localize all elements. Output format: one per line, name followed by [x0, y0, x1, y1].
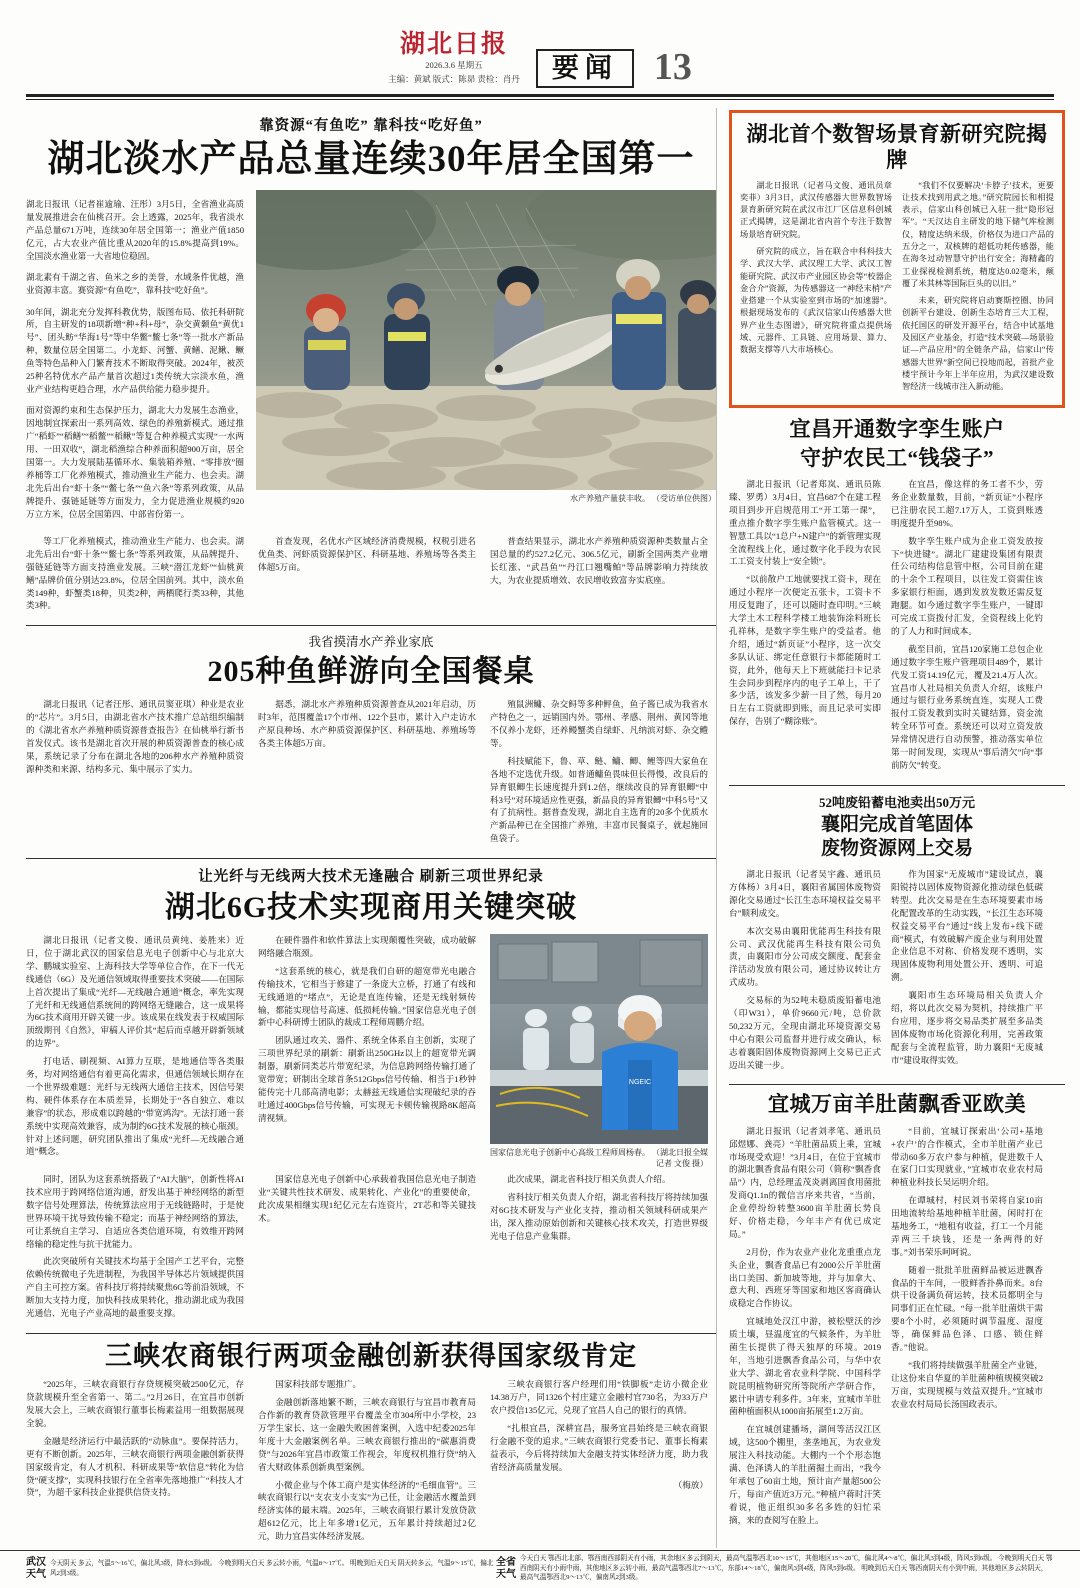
sixg-col1	[26, 934, 244, 1169]
paragraph: 此次成果，湖北省科技厅相关负责人介绍。	[507, 1174, 671, 1185]
paragraph: 2月份，作为农业产业化龙重重点龙头企业，飘香食品已有2000公斤羊肚菌出口美国、新加坡等地，并与加拿大、意大利、西班牙等国家和地区客商确认成稳定合作协议。	[729, 1246, 881, 1309]
paragraph: 随着一批批羊肚菌鲜品被运进飘香食品的干车间，一股鲜香扑鼻而来。8台烘干设备满负荷运转，技术员都明全与同事们正在忙碌。“每一批羊肚菌烘干需要8个小时，必须随时调节温度、湿度等，确保鲜品色泽、口感、锁住鲜香。”他说。	[891, 1264, 1043, 1353]
paragraph: 30年间，湖北充分发挥科教优势，版图布局、依托科研院所，自主研发的18项新增“种+科+母”，杂交黄颡鱼“黄优1号”、团头鲂“华海1号”等中华鳖“鳖七条”等一批水产新品种，数量位居全国第二。小龙虾、河蟹、黄鳝、泥鳅、鳜鱼等特色品种入门繁育技术不断取得突破。2024年，被茨25种名特优水产品产量首次超过1类传统大宗淡水鱼，渔业产业结构更趋合理，水产品供给能力稳步提升。	[26, 306, 244, 394]
boxed-col1	[740, 180, 892, 399]
paragraph: 国家信息光电子创新中心承载着我国信息光电子制造业“关键共性技术研发、成果转化、产业化”的重要使命，此次成果相继实现1纪亿元左右连资片，2T芯和等关键技术。	[258, 1174, 476, 1223]
paragraph: “这套系统的核心，就是我们自研的超宽带光电融合传输技术，它相当于修建了一条庞大立桥，打通了有线和无线通道的“堵点”，无论是直连传输，还是无线射频传输，都能实现信号高速、低损耗传输。”国家信息光电子创新中心科研博士团队的裁成工程师周鹏介绍。	[258, 965, 476, 1028]
paragraph: “扎根宜昌，深耕宜昌，服务宜昌始终是三峡农商银行金融不变的追求。”三峡农商银行党委书记、董事长梅素益表示，今后将持续加大金融支持实体经济力度，助力我省经济高质量发展。	[490, 1423, 708, 1472]
paragraph: 数字孪生账户成为企业工资发放按下“快进键”。湖北厂建建设集团有限责任公司结构信息管中枢，公司目前在建的十余个工程项目，以往发工资需住该多家银行柜面，遇到发放发数还需反复跑腿。如今通过数字孪生账户，一键即可完成工资拨付汇发，全资程线上化钓的了人力和时间成本。	[891, 535, 1043, 636]
paragraph: 殖鼠洲鳙、杂交鲟等多种鲆鱼，鱼子酱已成为我省水产特色之一，远销国内外。鄂州、孝感、荆州、黄冈等地不仅养小龙虾，还养鳗蟹类自绿虾、凡纳滨对虾、杂交鳢等。	[490, 699, 708, 749]
sixg-col2	[258, 934, 476, 1169]
paragraph: 本次交易由襄阳优能再生科技有限公司、武汉优能再生科技有限公司负责，由襄阳市分公司成交额度、配套金洋活动发放有限公司，通过协议转让方式成功。	[729, 925, 881, 988]
paragraph: 湖北日报讯（记者崔逾瑜、汪彤）3月5日，全省渔业高质量发展推进会在仙桃召开。会上透露，2025年，我省淡水产品总量671万吨，连续30年居全国第一；渔业产值1850亿元，占大农业产值比重从2020年的15.8%提高到19%。全国淡水渔业第一大省地位稳固。	[26, 199, 244, 261]
masthead-rule-thick	[26, 94, 1054, 97]
battery-col2	[891, 868, 1043, 1076]
mushroom-col1	[729, 1125, 881, 1532]
divider-5	[729, 1084, 1065, 1085]
bank-col1	[26, 1378, 244, 1548]
masthead-rule-thin	[26, 99, 1054, 100]
twin-col1	[729, 478, 881, 777]
species-headline: 205种鱼鲜游向全国餐桌	[207, 655, 535, 689]
paragraph: 三峡农商银行客户经理们用“铁脚板”走访小微企业14.38万户，同1326个村庄建立金融村官730名，为33万户农户授信135亿元，兑现了宜昌人自己的银行的真情。	[490, 1379, 708, 1416]
paragraph: 湖北日报讯（记者郑岚、通讯员陈臻、罗勇）3月4日，宜昌687个在建工程项目到步开启规范用工“开工第一课”，重点推介数字孪生账户监管模式。这一智慧工具以“1总户+N建户”的新管理实现全流程线上化，通过数字化手段为农民工工资支付装上“安全锁”。	[729, 479, 881, 567]
sixg-col3	[490, 934, 708, 1169]
twin-headline-line2: 守护农民工“钱袋子”	[800, 445, 994, 470]
bank-col3	[490, 1378, 708, 1548]
weather-province-text: 今天白天 鄂西北北部、鄂西南西部阴天有小雨，其余地区多云到阴天，最高气温鄂西北10～15℃，其他地区15～20℃，偏北风4～8℃，偏北风3到4级，阵风5到6级。 今晚到明天白天 鄂西南阴天有小雨中雨，其他地区多云转小雨，最高气温鄂西北7～13℃，东部14～18℃，偏南风3到4级，阵风5到6级。 明晚到后天白天 鄂西南阴天有小到中雨，其他地区多云转阴天，最高气温鄂西北9～13℃，偏南风2到3级。	[520, 1555, 1053, 1582]
bank-headline: 三峡农商银行两项金融创新获得国家级肯定	[105, 1340, 637, 1371]
paragraph: “2025年，三峡农商银行存贷规模突破2500亿元，存贷款规模升至全省第一、第二。”2月26日，在宜昌市创新发展大会上，三峡农商银行董事长梅素益用一组数据展现全貌。	[26, 1379, 244, 1428]
paragraph: 金融是经济运行中最活跃的“动脉血”。要保持活力，更有不断创新。2025年，三峡农商银行两项金融创新获得国家级肯定，有人才机积、科研成果等“软信息”转化为信贷“硬支撑”，实现科技银行在全省率先落地推广“科技人才贷”，为超千家科技企业提供信贷支持。	[26, 1435, 244, 1498]
lead-headline: 湖北淡水产品总量连续30年居全国第一	[47, 139, 695, 180]
weather-wuhan	[26, 1554, 496, 1583]
sixg-kicker: 让光纤与无线两大技术无逢融合 刷新三项世界纪录	[198, 869, 544, 886]
paragraph: 在硬件器件和软件算法上实现颠覆性突破，成功破解网络融合瓶颈。	[258, 935, 476, 959]
fish-photo-illustration	[256, 190, 716, 490]
species-col1	[26, 698, 244, 850]
paragraph: 湖北日报讯（记者刘孝笔、通讯员邱煜娜、龚亮）“羊肚菌品质上乘，宜城市场现受欢迎！”3月4日，在位于宜城市的湖北飘香食品有限公司（简称“飘香食品”）内，总经理孟茂炎剥离国食用菌批发商Q1.1n的微信言序来共省，“当前，企业停纷纷转整3600亩羊肚菌长势良好、价格走稳，今年丰产有优已成定局。”	[729, 1125, 881, 1239]
masthead	[26, 10, 1054, 88]
paragraph: 普查结果显示，湖北水产养殖种质资源种类数量占全国总量的约527.2亿元、306.5亿元，刷新全国两类产业增长红涨、“武昌鱼”“丹江口翘嘴鲌”等品牌影响力持续放大，为农业提质增效、农民增收致富夯实底座。	[490, 536, 708, 585]
species-col3	[490, 698, 708, 850]
newspaper-page	[0, 10, 1080, 1588]
paragraph: 在宜城创建播场，湖间等活汉江区域，这500个棚里，垄垄地瓦，为农业发展注入科技动能。大棚内一个个形态饱满、色泽诱人的羊肚菌掘土而出，“我今年承包了60亩土地，预计亩产量超500公斤，每亩产值近3万元。”种植户蒋时汗笑着说，他正组织30多名多姓的妇忙采摘，来的查阅写在脸上。	[729, 1424, 881, 1525]
paragraph: “我们不仅要解决‘卡脖子’技术，更要让技术找到用武之地。”研究院园长和相提表示，信家山科创城已入驻一批“隐形冠军”。“天汉达自主研发的地下储气库检测仪，精度达纳米级，价格仅为进口产品的五分之一，双核牌的超低功耗传感器，能在海冬过动智慧守护出行安全；海精鑫的工业探视检测系统，精度达0.02毫米，颠覆了米其林等国际巨头的以旧。”	[902, 180, 1054, 288]
paragraph: 等工厂化养殖模式，推动渔业生产能力、也会卖。湖北先后出台“虾十条”“鳖七条”等系列政策，从品牌提升、强链延链等方面支持渔业发展。三峡“潜江龙虾”“仙桃黄鳝”品牌价值分别达23.8%，位居全国前列。其中，淡水鱼类149种，虾蟹类18种，贝类2种，两栖爬行类33种，其他类3种。	[26, 536, 244, 611]
divider-1	[26, 625, 716, 626]
paragraph: 交易标的为52吨未稳质废铅蓄电池（印W31），单价9660元/吨，总价款50,232万元，全现由湖北环境资源交易中心有限公司监督并进行成交确认，标志着襄阳固体废物资源网上交易已正式迈出关键一步。	[729, 995, 881, 1070]
masthead-date: 2026.3.6 星期五	[425, 59, 483, 70]
fish-photo-caption: 水产养殖产量获丰收。 （受访单位供图）	[570, 493, 716, 503]
paragraph: “目前，宜城订探索出‘公司+基地+农户’的合作模式，全市羊肚菌产业已带动60多万农户参与种植，促进数千人在家门口实现就业，”宜城市农业农村局种植业科技长吴运明介绍。	[891, 1125, 1043, 1188]
paragraph: 作为国家“无废城市”建设试点，襄阳锐持以固体废物资源化推动绿色低碳转型。此次交易是在生态环境要素市场化配置改革的生动实践，“长江生态环境权益交易平台”通过“线上发布+线下磋商”模式，有效破解产废企业与利用处置企业信息不对称、价格发现不透明，实现固体废物利用处置公开、透明、可追溯。	[891, 869, 1043, 983]
battery-col1	[729, 868, 881, 1076]
paragraph: 宜城地处汉江中游，被松壁沃的沙质土壤，昼温度宜的气候条件，为羊肚菌生长提供了得天独厚的环境。2019年，当地引进飘香食品公司，与华中农业大学、湖北省农业科学院、中国科学院昆明植物研究所等院所产学研合作，累计申请专利多件。3年来，宜城市羊肚菌种植面积从1000亩拓展至1.2万亩。	[729, 1316, 881, 1417]
lead-kicker: 靠资源“有鱼吃” 靠科技“吃好鱼”	[259, 118, 483, 134]
paragraph: 未来，研究院将启动赛斯控圈、协同创新平台建设、创新生态培育三大工程，依托国区的研发开源平台，结合中试基地及园区产业基金，打造“技术突破—场景验证—产品应用”的全链条产品，信家山“传感器大世界”新空间已投地而起，首批产业楼宇预计今年上半年应用，为武汉建设数智经济一线城市注入新动能。	[902, 296, 1054, 392]
lab-photo-caption: 国家信息光电子创新中心高级工程师周杨春。 （湖北日报全媒记者 文俊 摄）	[490, 1148, 708, 1169]
paragraph: 据悉，湖北水产养殖种质资源普查从2021年启动，历时3年，范围覆盖17个市州、122个县市，累计入户走访水产原良种场、水产种质资源保护区、科研基地、养殖场等各类主体超5万亩。	[258, 699, 476, 749]
paragraph: 此次突破所有关键技术均基于全国产工艺平台，完整依赖传统微电子先进制程，为我国半导体芯片领域提供国产自主可控方案。省科技厅将持续聚焦6G等前沿领域，不断加大支持力度，加快科技成果转化，推动湖北成为我国光通信、光电子产业高地的最重要支撑。	[26, 1256, 244, 1319]
weather-wuhan-label: 武汉 天气	[26, 1557, 46, 1580]
masthead-credits: 主编：黄斌 版式：陈昴 责检：肖丹	[388, 74, 520, 85]
sixg-col4	[26, 1173, 244, 1325]
mushroom-headline: 宜城万亩羊肚菌飘香亚欧美	[768, 1092, 1026, 1117]
paragraph: 科技赋能下，鲁、草、鲢、鳙、鲫、鲤等四大家鱼在各地不定选优升级。如普通鳙鱼畏味但长得慢，改良后的异育银鲫生长速度提升到1.2倍，继续改良的异育银鲫“中科3号”对环境适应性更强，新品良的异育银鲫“中科5号”又有了抗病性。据普查发现，湖北自主选育的20多个优质水产新品种已在全国推广养殖，丰富市民餐桌子，就起施回鱼袋子。	[490, 755, 708, 844]
sixg-col6	[490, 1173, 708, 1325]
paragraph: 团队通过攻关、器件、系统全体系自主创新，实现了三项世界纪录的刷新：刷新出250GHz以上的超宽带光调制器，刷新同类芯片带宽纪录，为信息跨网络传输打通了宽带宽；研制出全球首条512Gbps信号传输、相当于1秒钟能传完十几部高清电影；太赫兹无线通信实现破纪录的吞吐通过400Gbps信号传输，可实现无卡顿传输视路8K超高清视频。	[258, 1035, 476, 1123]
section-title: 要闻	[536, 49, 634, 88]
battery-headline-line2: 废物资源网上交易	[820, 838, 973, 860]
twin-headline-line1: 宜昌开通数字孪生账户	[789, 416, 1005, 441]
paragraph: 湖北日报讯（记者汪彤、通讯员窦亚琪）种业是农业的“芯片”。3月5日，由湖北省水产技术推广总站组织编制的《湖北省水产养殖种质资源普查报告》在仙桃举行新书首发仪式。该书是湖北首次开展的种质资源普查的核心成果，系统记录了分布在湖北各地的206种水产养殖种质资源种类和来源、结构多元、集中展示了实力。	[26, 699, 244, 774]
left-column	[26, 108, 716, 1548]
paragraph: 首查发现，名优水产区域经济消费规模，权税引进名优鱼类、河虾质资源保护区、科研基地、养殖场等各类主体超5万亩。	[258, 536, 476, 572]
byline: （梅放）	[673, 1479, 708, 1490]
lead-text-col4	[490, 535, 708, 617]
paragraph: 小微企业与个体工商户是实体经济的“毛细血管”。三峡农商银行以“支农支小支实”为己任，让金融活水覆盖到经济实体的最末端。2025年，三峡农商银行累计发放贷款超612亿元，比上年多增1亿元，五年累计持续超过2亿元，助力宜昌实体经济发展。	[258, 1479, 476, 1542]
paragraph: 截至目前，宜昌120家施工总包企业通过数字孪生账户管理项目489个，累计代发工资14.19亿元，覆及21.4万人次。宜昌市人社局相关负责人介绍，该账户通过与银行业务系统直连，实现人工费报付工资发教到实时关键结算，资金流转全环节可查。系统还可以对立资发放异常情况进行自动预警，推动落实单位第一时间发现，实现从“事后清欠”向“事前防欠”转变。	[891, 643, 1043, 770]
species-sub: 我省摸清水产养业家底	[308, 635, 434, 650]
paragraph: 金融创新落地繁不断，三峡农商银行与宜昌市教育局合作新的教育贷款管理平台覆盖全市304所中小学校，23万学生家长、这一金融失败困普案例，入选中纪委2025年年度十大金融案例名单。三峡农商银行推出的“碳惠消费贷”与2026年宜昌市政策工作视会，年度权机推行贷”纳入省大财政体系创新典型案例。	[258, 1397, 476, 1472]
paragraph: 省科技厅相关负责人介绍，湖北省科技厅将持续加强对6G技术研发与产业化支持，推动相关领域科研成果产出，深入推动原始创新和关键核心技术攻关，打造世界级光电子信息产业集群。	[490, 1192, 708, 1241]
paragraph: 襄阳市生态环境局相关负责人介绍，将以此次交易为契机，持续推广平台应用，逐步将交易品类扩展至多品类固体废物市场化资源化利用，完善政策配套与全流程监管，助力襄阳“无废城市”建设取得实效。	[891, 990, 1043, 1065]
weather-province	[496, 1554, 1054, 1583]
paragraph: 湖北素有千湖之省、鱼米之乡的美誉，水域条件优越，渔业资源丰富。赛资源“有鱼吃”，靠科技“吃好鱼”。	[26, 272, 244, 296]
page-number: 13	[653, 46, 692, 88]
species-col2	[258, 698, 476, 850]
lab-photo-illustration	[490, 934, 708, 1144]
paragraph: 湖北日报讯（记者吴宇鑫、通讯员方体杨）3月4日，襄阳省属国体废物资源化交易通过“长江生态环境权益交易平台”顺利成交。	[729, 869, 881, 918]
paragraph: 国家科技部专题推广。	[275, 1379, 362, 1390]
lead-text-col2	[26, 535, 244, 617]
boxed-headline: 湖北首个数智场景育新研究院揭牌	[746, 122, 1048, 173]
divider-4	[729, 785, 1065, 786]
lead-text-col1	[26, 190, 244, 529]
paragraph: “我们将持续做强羊肚菌全产业链，让这份来自华夏的羊肚菌种植规模突破2万亩，实现规模与效益双提升。”宜城市农业农村局局长汤国政表示。	[891, 1359, 1043, 1409]
paragraph: 湖北日报讯（记者文俊、通讯员黄纯、姜胜来）近日，位于湖北武汉的国家信息光电子创新中心与北京大学、鹏城实验室、上海科技大学等单位合作，在下一代无线通信（6G）及光通信领域取得重要技术突破——在国际上首次提出了集成“光纤—无线融合通道”概念，率先实现了光纤和无线通信系统间的跨网络无缝融合，这一成果将为6G技术商用开辟关键一步。该成果在线发表于权威国际顶级期刊《自然》，审稿人评价其“起后而卓越开辟新领域的边界”。	[26, 935, 244, 1049]
weather-province-label: 全省 天气	[496, 1557, 516, 1580]
paragraph: “以前散户工地就要找工资卡，现在通过小程序一次便定五张卡，工资卡不用反复跑了，还可以随时查印明。”三峡大学土木工程科学楼工地装饰涂料班长孔祥林，是数字孪生账户的受益者。他介绍，通过“新页证”小程序，这一次交多队认证、绑定任意银行卡都能随时工资，此外，他每天上下班就能扫卡记录生会同步到程序内的电子工单上，干了多少活，该发多少薪一目了然，每月20日左右工资就即到账，而且记录可实即保存，告别了“糊涂账”。	[729, 574, 881, 727]
paragraph: 打电话、刷视频、AI算力互联，是地通信等各类服务，均对网络通信有着更高化需求，但通信领域长期存在一个世界级难题：光纤与无线两大通信主技术，因信号架构、硬件体系存在本质差异，长期处于“各自独立、难以兼容”的状态，形成难以跨越的“带宽鸿沟”。无法打通一套系统中实现高效兼容，成为制约6G技术发展的核心瓶颈。针对上述问题，研究团队推出了集成“光纤—无线融合通道”概念。	[26, 1056, 244, 1157]
page-content	[26, 108, 1054, 1548]
mushroom-col2	[891, 1125, 1043, 1532]
divider-3	[26, 1333, 716, 1334]
paragraph: 在谭城村，村民刘书荣将自家10亩田地流转给基地种植羊肚菌，闲时打在基地务工，“地租有收益，打工一个月能弄两三千块钱，还是一条两得的好事。”刘书荣乐呵呵说。	[891, 1195, 1043, 1257]
sixg-col5	[258, 1173, 476, 1325]
weather-wuhan-text: 今天阴天 多云，气温5～16℃，偏北风3级，降水5到6级。 今晚到明天白天 多云转小雨，气温8～17℃。 明晚到后天白天 阴天转多云，气温9～15℃，偏北风2到3级。	[50, 1560, 494, 1577]
boxed-story-research-institute	[729, 110, 1065, 408]
newspaper-logo: 湖北日报	[399, 30, 508, 58]
paragraph: 在宜昌，像这样的务工者不少，劳务企业数量数，目前，“新页证”小程序已注册农民工超7.17万人，工资到账透明度提升至98%。	[891, 479, 1043, 528]
paragraph: 研究院的成立，旨在联合中科科技大学、武汉大学、武汉理工大学、武汉工智能研究院、武汉市产业园区协会等“校器企金合介”资源，为传感器这一“神经末梢”产业搭建一个从实验室到市场的“加速器”。根据现场发布的《武汉信家山传感器大世界产业生态图谱》，研究院将重点提供场域、元器件、工具链、应用场景、算力、数据支撑等八大市场核心。	[740, 246, 892, 355]
weather-footer	[0, 1550, 1080, 1588]
battery-headline-line1: 襄阳完成首笔固体	[820, 813, 973, 835]
lead-text-col3	[258, 535, 476, 617]
right-column	[716, 108, 1065, 1548]
paragraph: 湖北日报讯（记者马文俊、通讯员章奕菲）3月3日，武汉传感器大世界数智场景育新研究院在武汉市江厂区信息科创城正式揭牌，这是湖北省内首个专注于数智场景培育研究院。	[740, 180, 892, 239]
battery-kicker: 52吨废铅蓄电池卖出50万元	[818, 794, 975, 810]
divider-2	[26, 858, 716, 859]
bank-col2	[258, 1378, 476, 1548]
fish-harvest-photo	[256, 190, 716, 490]
paragraph: 面对资源约束和生态保护压力，湖北大力发展生态渔业，因地制宜探索出一系列高效、绿色的养殖新模式。通过推广“稻虾”“稻鳝”“稻鳖”“稻鳅”等复合种养模式实现“一水两用、一田双收”，湖北稻渔综合种养面积超900万亩，居全国第一。大力发展陆基循环水、集装箱养殖、“零排放”圈养桶等工厂化养殖模式，推动渔业生产能力、也会卖。湖北先后出台“虾十条”“鳖七条”“鱼六条”等系列政策，从品牌提升、强链延链等方面发力，全力促进渔业规模约920万立方米，位居全国第四、中部省份第一。	[26, 405, 244, 519]
twin-col2	[891, 478, 1043, 777]
paragraph: 同时，团队为这套系统搭载了“AI大脑”，创新性将AI技术应用于跨网络信道沟通，舒发出基于神经网络的新型数字信号处理算法，传统算法应用于无线链路时，于是使世界环境干扰导致传输不稳定；而基于神经网络的算法，可让系统自主学习、自适应各类信道环境，有效维开跨网络输的稳定性与抗干扰能力。	[26, 1174, 244, 1249]
svg-text:NGEIC: NGEIC	[628, 1079, 652, 1087]
lab-photo	[490, 934, 708, 1144]
sixg-headline: 湖北6G技术实现商用关键突破	[164, 891, 578, 925]
boxed-col2	[902, 180, 1054, 399]
